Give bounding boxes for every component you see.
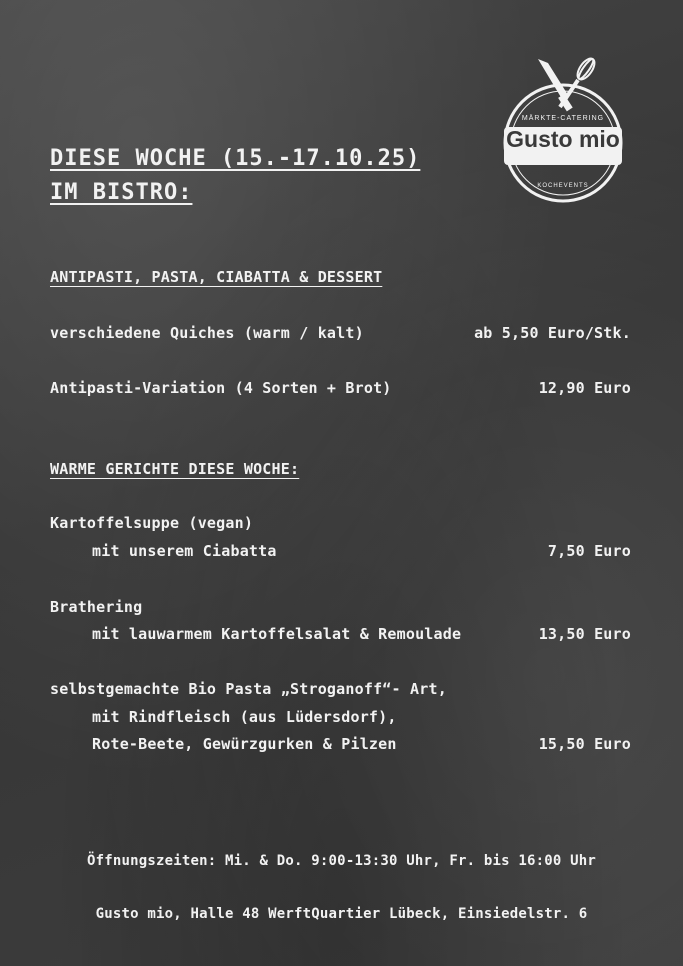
- opening-hours: Öffnungszeiten: Mi. & Do. 9:00-13:30 Uhr, Fr. bis 16:00 Uhr: [86, 853, 597, 869]
- section-heading-antipasti: ANTIPASTI, PASTA, CIABATTA & DESSERT: [50, 268, 383, 286]
- section-heading-warm-dishes: WARME GERICHTE DIESE WOCHE:: [50, 460, 300, 478]
- address: Gusto mio, Halle 48 WerftQuartier Lübeck, Einsiedelstr. 6: [95, 906, 588, 922]
- dish-price: 15,50 Euro: [538, 735, 631, 753]
- menu-item-name: verschiedene Quiches (warm / kalt): [50, 324, 364, 342]
- menu-item-price: 12,90 Euro: [538, 379, 631, 397]
- dish-price: 7,50 Euro: [547, 542, 631, 560]
- dish-description: mit Rindfleisch (aus Lüdersdorf),: [92, 708, 397, 726]
- dish-name: Kartoffelsuppe (vegan): [50, 514, 254, 532]
- menu-item-price: ab 5,50 Euro/Stk.: [474, 324, 631, 342]
- logo-top-text: MÄRKTE-CATERING: [521, 115, 605, 122]
- page-title-line2: IM BISTRO:: [50, 180, 193, 205]
- menu-item-name: Antipasti-Variation (4 Sorten + Brot): [50, 379, 392, 397]
- whisk-icon: [560, 56, 598, 107]
- dish-description: Rote-Beete, Gewürzgurken & Pilzen: [92, 735, 397, 753]
- dish-name: selbstgemachte Bio Pasta „Stroganoff“- Art,: [50, 680, 447, 698]
- logo-bottom-text: KOCHEVENTS: [537, 183, 589, 189]
- page-title-line1: DIESE WOCHE (15.-17.10.25): [50, 146, 421, 171]
- dish-price: 13,50 Euro: [538, 625, 631, 643]
- logo-name: Gusto mio: [506, 126, 620, 152]
- dish-name: Brathering: [50, 598, 143, 616]
- dish-description: mit unserem Ciabatta: [92, 542, 277, 560]
- dish-description: mit lauwarmem Kartoffelsalat & Remoulade: [92, 625, 462, 643]
- gusto-mio-logo: [498, 55, 628, 220]
